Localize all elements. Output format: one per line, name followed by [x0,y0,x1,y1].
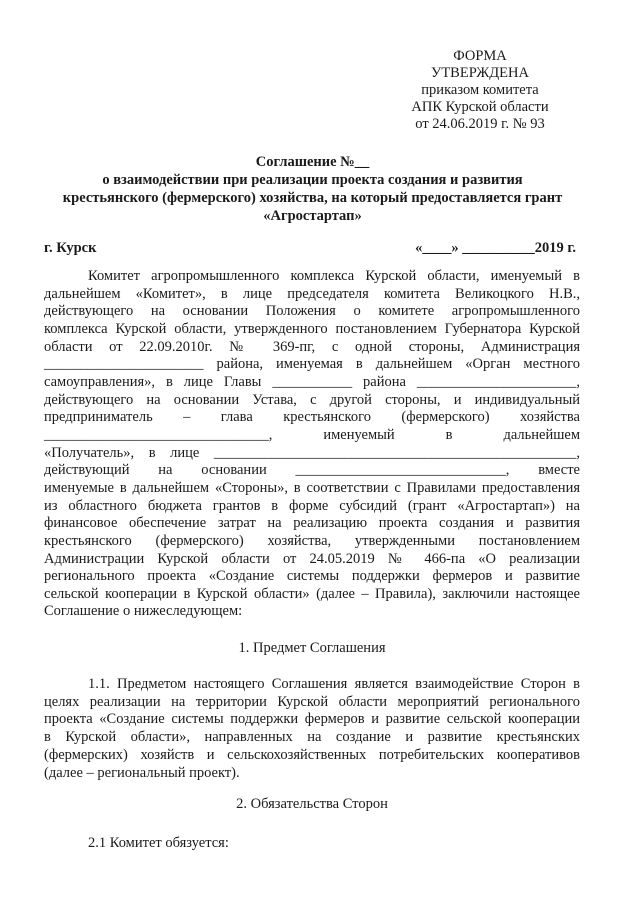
preamble-line: области от 22.09.2010г. № 369-пг, с одной стороны, Администрация [44,338,580,355]
clause-line: (фермерских) хозяйств и сельскохозяйственных потребительских кооперативов [44,746,580,763]
preamble-line: дальнейшем «Комитет», в лице председателя комитета Великоцкого Н.В., [44,285,580,302]
preamble-line: «Получатель», в лице __________________________________________________, [44,444,580,461]
preamble-line: сельской кооперации в Курской области» (далее – Правила), заключили настоящее [44,585,580,602]
clause-line: целях реализации на территории Курской области мероприятий регионального [44,693,580,710]
clause-line: 1.1. Предметом настоящего Соглашения является взаимодействие Сторон в [88,676,580,692]
approval-date-number: от 24.06.2019 г. № 93 [415,116,545,132]
section-2-heading: 2. Обязательства Сторон [236,796,388,812]
preamble-line: предприниматель – глава крестьянского (фермерского) хозяйства [44,409,580,426]
approval-committee-label: АПК Курской области [411,99,549,115]
preamble-line: именуемые в дальнейшем «Стороны», в соответствии с Правилами предоставления [44,479,580,496]
preamble-line: регионального проекта «Создание системы поддержки фермеров и развитие [44,568,580,585]
title-line-2: о взаимодействии при реализации проекта создания и развития [102,172,523,188]
preamble-line: Соглашение о нижеследующем: [44,603,243,620]
preamble-line: комплекса Курской области, утвержденного постановлением Губернатора Курской [44,320,580,337]
date-placeholder: «____» __________2019 г. [415,240,576,256]
approval-order-label: приказом комитета [421,82,539,98]
preamble-line: действующего на основании Положения о комитете агропромышленного [44,303,580,320]
preamble-line: ______________________ района, именуемая в дальнейшем «Орган местного [44,356,580,373]
approval-approved-label: УТВЕРЖДЕНА [431,65,529,81]
preamble-line: самоуправления», в лице Главы ___________ района ______________________, [44,373,580,390]
title-line-3: крестьянского (фермерского) хозяйства, на который предоставляется грант [62,190,563,206]
preamble-line: _______________________________, именуемый в дальнейшем [44,426,580,443]
approval-stamp [400,48,560,133]
clause-line: в Курской области», направленных на создание и развитие крестьянских [44,729,580,746]
title-line-4: «Агростартап» [263,208,362,224]
city-label: г. Курск [44,240,97,256]
clause-2-1: 2.1 Комитет обязуется: [88,835,229,851]
clause-1-1 [44,676,580,782]
clause-line: проекта «Создание системы поддержки фермеров и развитие сельской кооперации [44,711,580,728]
section-1-heading: 1. Предмет Соглашения [238,640,386,656]
preamble-line: Комитет агропромышленного комплекса Курской области, именуемый в [88,268,580,284]
preamble-line: из областного бюджета грантов в форме субсидий (грант «Агростартап») на [44,497,580,514]
clause-line: (далее – региональный проект). [44,764,240,781]
preamble-line: действующий на основании _____________________________, вместе [44,462,580,479]
preamble-line: крестьянского (фермерского) хозяйства, утвержденными постановлением [44,532,580,549]
preamble-line: финансовое обеспечение затрат на реализацию проекта создания и развития [44,515,580,532]
preamble-line: действующего на основании Устава, с другой стороны, и индивидуальный [44,391,580,408]
preamble-line: Администрации Курской области от 24.05.2019 № 466-па «О реализации [44,550,580,567]
approval-form-label: ФОРМА [453,48,507,64]
document-title [40,153,585,225]
title-line-1: Соглашение №__ [255,154,370,170]
preamble-paragraph [44,268,580,621]
